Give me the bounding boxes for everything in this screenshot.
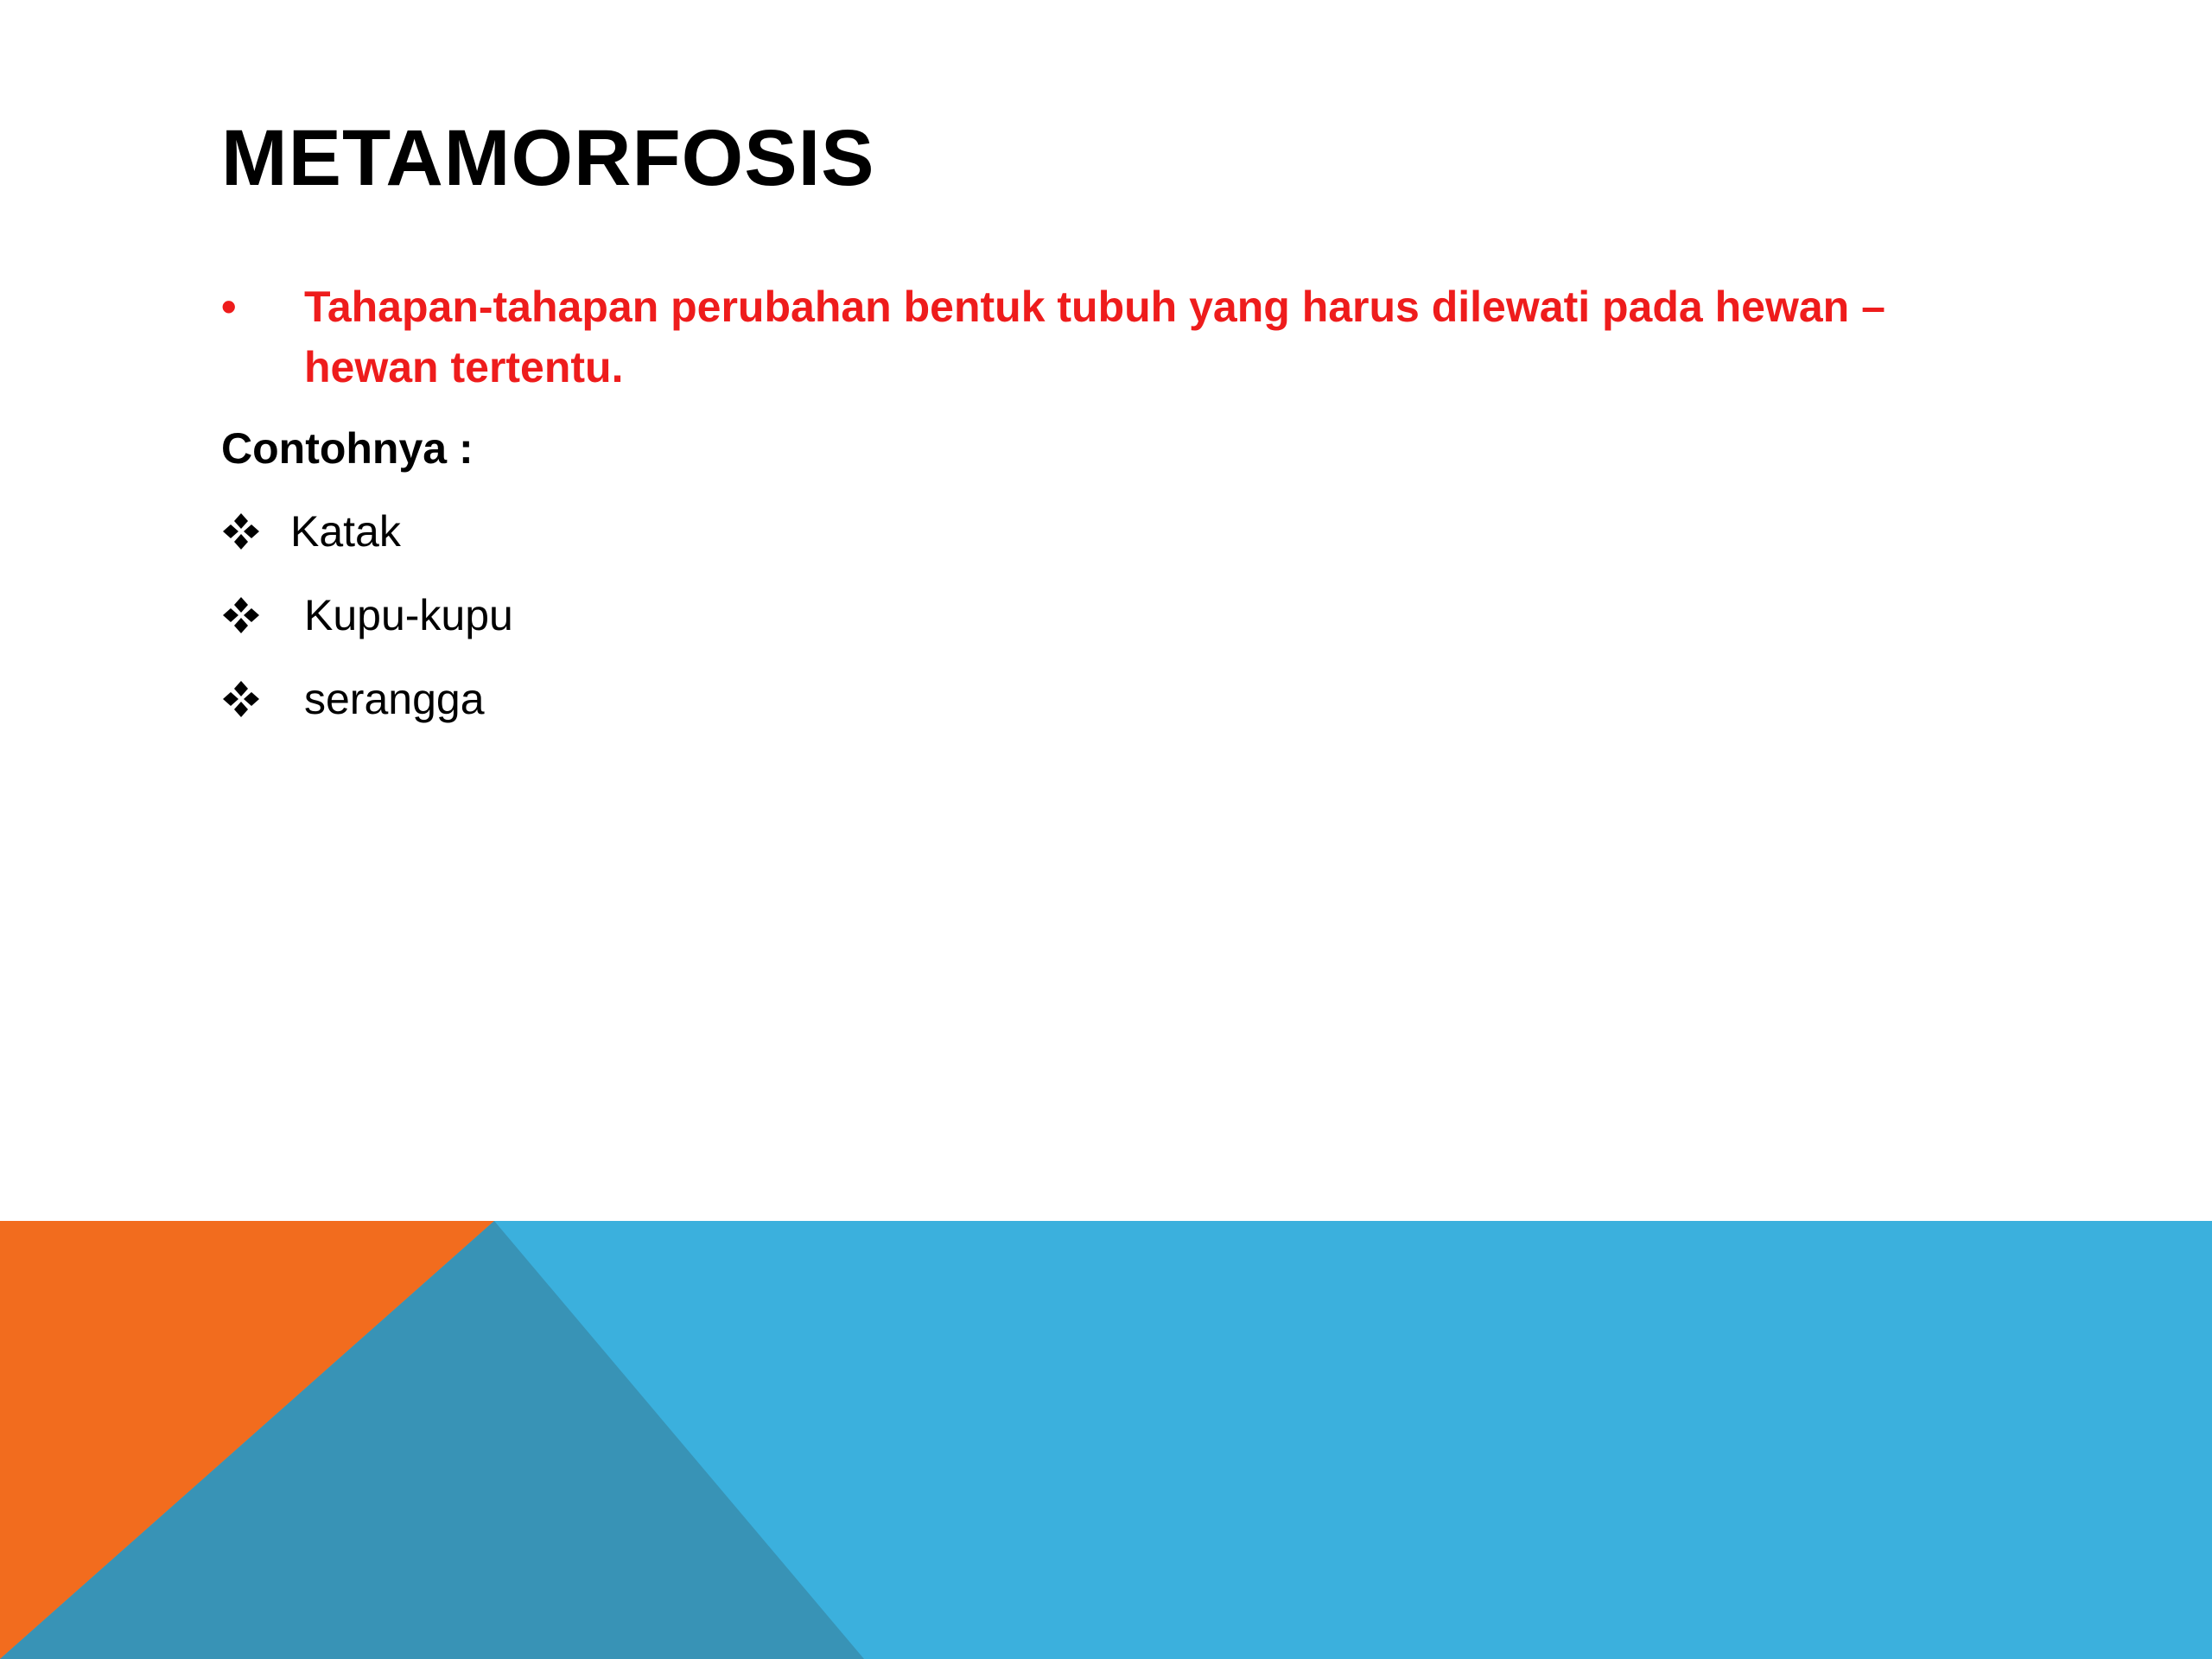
slide-title: METAMORFOSIS	[221, 114, 875, 202]
decorative-footer-shapes	[0, 1221, 2212, 1659]
examples-heading: Contohnya :	[221, 424, 474, 473]
four-diamond-icon	[221, 595, 261, 635]
example-label: Kupu-kupu	[304, 591, 513, 639]
intro-text: Tahapan-tahapan perubahan bentuk tubuh yang harus dilewati pada hewan – hewan tertentu.	[304, 283, 1885, 391]
slide-content	[221, 276, 1949, 753]
four-diamond-icon	[221, 512, 261, 551]
list-item-katak	[221, 501, 1949, 562]
intro-bullet-point	[221, 276, 1949, 397]
bullet-icon: •	[221, 283, 237, 331]
list-item-kupu-kupu	[221, 585, 1949, 645]
four-diamond-icon	[221, 679, 261, 719]
list-item-serangga	[221, 669, 1949, 729]
example-list	[221, 501, 1949, 729]
example-label: Katak	[290, 507, 401, 556]
example-label: serangga	[304, 675, 485, 723]
